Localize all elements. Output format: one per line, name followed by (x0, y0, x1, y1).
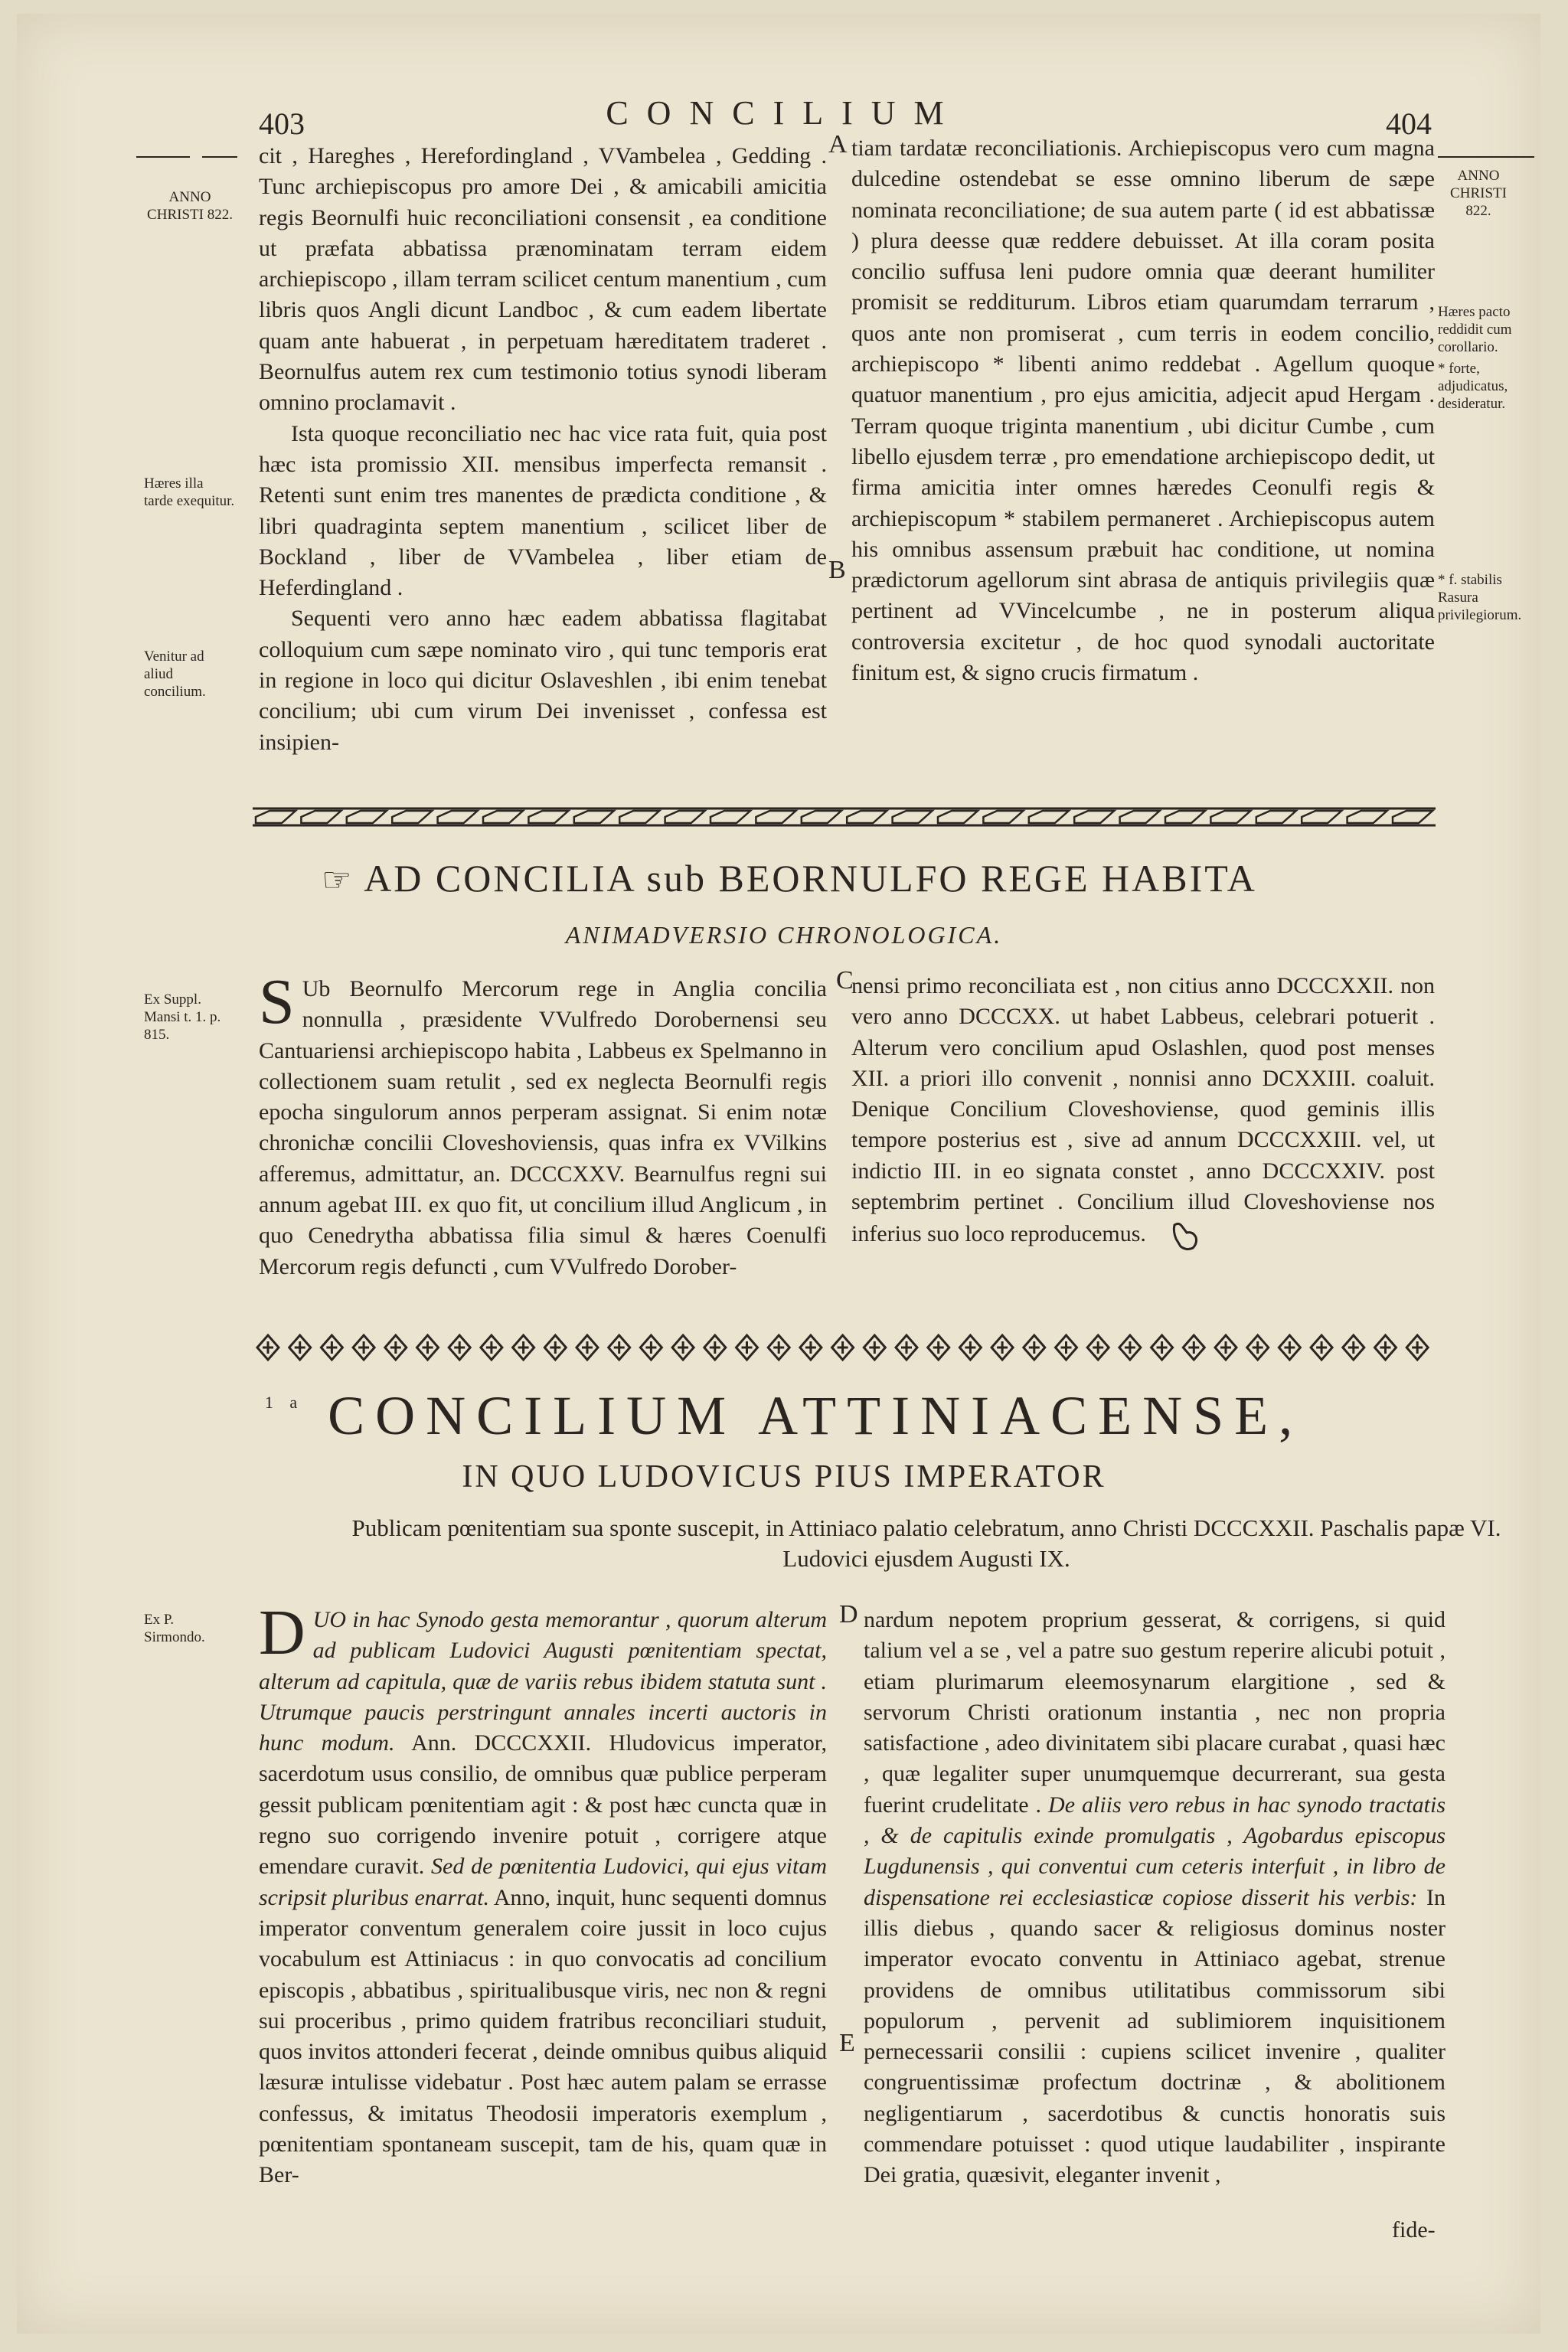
ornament-lozenge (1210, 811, 1250, 823)
ornament-lozenge (1393, 811, 1432, 823)
ornament-fleuron (1279, 1335, 1300, 1360)
ornament-fleuron (1247, 1335, 1269, 1360)
section-subtitle-animadversio: ANIMADVERSIO CHRONOLOGICA. (565, 921, 1003, 949)
pointing-hand-icon: ☞ (322, 861, 354, 899)
catchword: fide- (1392, 2217, 1436, 2243)
dropcap-s: S (259, 966, 295, 1037)
section-title-beornulfo (322, 856, 1257, 900)
section3-column-left (259, 1597, 828, 2191)
title-text: CONCILIUM ATTINIACENSE, (328, 1385, 1304, 1446)
pointing-hand-icon-2 (1167, 1217, 1204, 1254)
ornament-lozenge (256, 811, 296, 823)
ornament-fleuron (800, 1335, 822, 1360)
ornament-lozenge (710, 811, 750, 823)
ornament-lozenge (1074, 811, 1114, 823)
letter-marker-a: A (828, 130, 848, 158)
section-title-text: AD CONCILIA sub BEORNULFO REGE HABITA (364, 857, 1257, 900)
margin-haeres-pacto: Hæres pacto reddidit cum corollario. (1438, 304, 1512, 355)
top-column-right (851, 133, 1435, 688)
ornament-fleuron (544, 1335, 566, 1360)
margin-anno-left: ANNO CHRISTI 822. (147, 189, 233, 223)
s3-left-roman-1: Ann. DCCCXXII. Hludovicus imperator, sacerdotum usus consilio, de omnibus quæ publice perperam gessit publicam pœnitentiam agit : & post hæc cuncta quæ in regno suo corrigendo invenire potuit , corrigere atque emendare curavit. (259, 1730, 827, 1880)
ornament-fleuron (321, 1335, 342, 1360)
section2-column-left (259, 966, 827, 1282)
ornament-fleuron (513, 1335, 534, 1360)
ornament-fleuron (959, 1335, 981, 1360)
ornament-fleuron (1343, 1335, 1364, 1360)
ornament-lozenge (347, 811, 387, 823)
ornament-fleuron (577, 1335, 598, 1360)
ornament-fleuron (1087, 1335, 1109, 1360)
ornament-fleuron (417, 1335, 439, 1360)
ornament-fleuron (1056, 1335, 1077, 1360)
ornament-lozenge (665, 811, 705, 823)
ornament-fleuron (257, 1335, 279, 1360)
concilium-attiniacense-title (0, 1384, 1568, 1448)
ornament-lozenge (1302, 811, 1341, 823)
top-left-para-3: Sequenti vero anno hæc eadem abbatissa flagitabat colloquium cum sæpe nominato viro , qui tunc temporis erat in regione in loco qui dicitur Oslaveshlen , ibi enim tenebat concilium; ubi cum virum Dei invenisset , confessa est insipien- (259, 606, 827, 755)
ornament-fleuron (1119, 1335, 1141, 1360)
top-right-para: tiam tardatæ reconciliationis. Archiepiscopus vero cum magna dulcedine ostendebat se esse omnino liberum de sæpe nominata reconciliatione; de sua autem parte ( id est abbatissæ ) plura deesse quæ reddere debuisset. At illa coram posita concilio suffusa leni pudore omnia quæ deerant humiliter promisit se redditurum. Libros etiam quarumdam terrarum , quos ante non promiserat , cum terris in eodem concilio, archiepiscopo * libenti animo reddebat . Agellum quoque quatuor manentium , pro ejus amicitia, adjecit apud Hergam . Terram quoque triginta manentium , ubi dicitur Cumbe , cum libello ejusdem terræ , pro emendatione archiepiscopo dedit, ut firma amicitia inter omnes hæredes Ceonulfi regis & archiepiscopum * stabilem permaneret . Archiepiscopus autem his omnibus assensum præbuit hac conditione, ut nomina prædictorum agellorum sint abrasa de antiquis privilegiis quæ pertinent ad VVincelcumbe , ne in posterum aliqua controversia excitetur , de hoc quod synodali auctoritate finitum est, & signo crucis firmatum . (851, 136, 1435, 686)
section2-left-text: Ub Beornulfo Mercorum rege in Anglia concilia nonnulla , præsidente VVulfredo Dorobernensi seu Cantuariensi archiepiscopo habita , Labbeus ex Spelmanno in collectionem suam retulit , sed ex neglecta Beornulfi regis epocha singulorum annos perperam assignat. Si enim notæ chronichæ concilii Cloveshoviensis, quas infra ex VVilkins afferemus, admittatur, an. DCCCXXV. Bearnulfus regni sui annum agebat III. ex quo fit, ut concilium illud Anglicum , in quo Cenedrytha abbatissa filia simul & hæres Coenulfi Mercorum regis defuncti , cum VVulfredo Dorober- (259, 976, 827, 1279)
page-number-right: 404 (1386, 106, 1432, 141)
section3-column-right (864, 1605, 1446, 2191)
ornament-lozenge (938, 811, 978, 823)
margin-rule-left-a (136, 156, 190, 158)
margin-ex-sirmondo: Ex P. Sirmondo. (144, 1612, 205, 1645)
margin-anno-right: ANNO CHRISTI 822. (1450, 168, 1507, 219)
ornament-fleuron (928, 1335, 949, 1360)
ornament-lozenge (301, 811, 341, 823)
title-number: 1 a (264, 1393, 304, 1412)
ornament-lozenge (1348, 811, 1387, 823)
s3-right-roman-2: In illis diebus , quando sacer & religiosus dominus noster imperator evocato conventu in Attiniaco agebat, strenue providens de omnibus utilitatibus commissorum sibi populorum , pervenit ad sublimiorem inquisitionem pernecessarii consilii : cupiens scilicet invenire , qualiter congruentissimæ profectum doctrinæ , & abolitionem negligentiarum , sacerdotibus & cunctis honoratis suis commendare potuisset : quod utique laudabiliter , inspirante Dei gratia, quæsivit, eleganter invenit , (864, 1884, 1446, 2188)
dropcap-d: D (259, 1597, 305, 1668)
ornament-lozenge (802, 811, 841, 823)
margin-rule-right (1438, 156, 1534, 158)
ornament-lozenge (1256, 811, 1296, 823)
ornament-fleuron (1406, 1335, 1428, 1360)
ornament-fleuron (289, 1335, 311, 1360)
s3-left-italic-2: Sed de pœnitentia Ludovici, qui ejus vitam scripsit pluribus enarrat. (259, 1854, 828, 1910)
s3-right-roman-1: nardum nepotem proprium gesserat, & corrigens, si quid talium vel a se , vel a patre suo gestum reperire alicubi potuit , etiam plurimarum eleemosynarum elargitione , sed & servorum Christi orationum instantia , nec non propria satisfactione , adeo divinitatem sibi placare curabat , quasi hæc , quæ legaliter super unumquemque decurrerant, sua gesta fuerint crudelitate . (864, 1607, 1446, 1818)
ornament-lozenge (483, 811, 523, 823)
letter-marker-c: C (836, 966, 854, 995)
s3-left-italic-1: UO in hac Synodo gesta memorantur , quorum alterum ad publicam Ludovici Augusti pœnitentiam spectat, alterum ad capitula, quæ de variis rebus ibidem statuta sunt . Utrumque paucis perstringunt annales incerti auctoris in hunc modum. (259, 1607, 827, 1756)
letter-marker-e: E (839, 2029, 855, 2057)
s3-right-italic: De aliis vero rebus in hac synodo tractatis , & de capitulis exinde promulgatis , Agobardus episcopus Lugdunensis , qui conventui cum ceteris interfuit , in libro de dispensatione rei ecclesiasticæ copiose disserit his verbis: (864, 1792, 1446, 1910)
ornament-fleuron (768, 1335, 789, 1360)
ornament-fleuron (1311, 1335, 1332, 1360)
ornament-fleuron (864, 1335, 885, 1360)
ornament-lozenge (983, 811, 1023, 823)
ornament-lozenge (528, 811, 568, 823)
ornamental-band-1 (253, 804, 1436, 830)
ornament-fleuron (481, 1335, 502, 1360)
ornament-fleuron (609, 1335, 630, 1360)
ornament-fleuron (353, 1335, 374, 1360)
ornament-lozenge (1029, 811, 1069, 823)
top-column-left (259, 141, 827, 758)
top-left-para-2: Ista quoque reconciliatio nec hac vice rata fuit, quia post hæc ista promissio XII. mensibus imperfecta remansit . Retenti sunt enim tres manentes de prædicta conditione , & libri quadraginta septem manentium , scilicet liber de Bockland , liber de VVambelea , liber etiam de Heferdingland . (259, 420, 827, 601)
ornament-fleuron (896, 1335, 917, 1360)
margin-stabilis: * f. stabilis Rasura privilegiorum. (1438, 572, 1522, 623)
ornament-fleuron (1152, 1335, 1173, 1360)
ornament-fleuron (832, 1335, 854, 1360)
ornament-fleuron (640, 1335, 662, 1360)
ornament-lozenge (1120, 811, 1160, 823)
margin-haeres-illa: Hæres illa tarde exequitur. (144, 475, 235, 509)
ornament-lozenge (574, 811, 614, 823)
ornament-lozenge (438, 811, 478, 823)
ornament-fleuron (449, 1335, 470, 1360)
ornament-lozenge (619, 811, 659, 823)
margin-venitur: Venitur ad aliud concilium. (144, 648, 206, 700)
ornamental-band-2 (253, 1332, 1436, 1363)
ornament-fleuron (1024, 1335, 1045, 1360)
letter-marker-b: B (828, 556, 846, 584)
page-number-left: 403 (259, 106, 305, 141)
ornament-fleuron (1183, 1335, 1204, 1360)
ornament-fleuron (704, 1335, 726, 1360)
ornament-lozenge (847, 811, 887, 823)
section2-column-right (851, 971, 1435, 1254)
ornament-fleuron (672, 1335, 694, 1360)
ornament-lozenge (893, 811, 933, 823)
letter-marker-d: D (839, 1600, 858, 1628)
section2-right-text: nensi primo reconciliata est , non citius anno DCCCXXII. non vero anno DCCCXX. ut habet Labbeus, celebrari potuerit . Alterum vero concilium apud Oslashlen, quod post menses XII. a priori illo convenit , nonnisi anno DCXXIII. coaluit. Denique Concilium Cloveshoviense, quod geminis illis tempore posterius est , sive ad annum DCCCXXIII. vel, ut indictio III. in eo signata constet , anno DCCCXXIV. post septembrim pertinet . Concilium illud Cloveshoviense nos inferius suo loco reproducemus. (851, 973, 1435, 1247)
margin-forte: * forte, adjudicatus, desideratur. (1438, 361, 1508, 412)
margin-rule-left-b (202, 156, 237, 158)
margin-ex-suppl: Ex Suppl. Mansi t. 1. p. 815. (144, 991, 221, 1043)
top-left-para-1: cit , Hareghes , Herefordingland , VVambelea , Gedding . Tunc archiepiscopus pro amore Dei , & amicabili amicitia regis Beornulfi huic reconciliationi consensit , ea conditione ut præfata abbatissa prænominatam terram eidem archiepiscopo , illam terram scilicet centum manentium , cum libris quos Angli dicunt Landboc , & cum eadem libertate quam ante habuerat , in perpetuam hæreditatem traderet . Beornulfus autem rex cum testimonio totius synodi liberam omnino proclamavit . (259, 143, 827, 416)
ornament-lozenge (756, 811, 795, 823)
ornament-fleuron (1375, 1335, 1396, 1360)
ornament-lozenge (392, 811, 432, 823)
ornament-fleuron (991, 1335, 1013, 1360)
ornament-fleuron (385, 1335, 407, 1360)
s3-left-roman-2: Anno, inquit, hunc sequenti domnus imperator conventum generalem coire jussit in loco cujus vocabulum est Attiniacus : in quo convocatis ad concilium episcopis , abbatibus , spiritualibusque viris, nec non & regni sui proceribus , primo quidem fratribus reconciliari studuit, quos invitos attonderi fecerat , deinde omnibus quibus aliquid læsuræ intulisse videbatur . Post hæc autem palam se errasse confessus, & imitatus Theodosii imperatoris exemplum , pœnitentiam spontaneam suscepit, tam de his, quam quæ in Ber- (259, 1884, 827, 2188)
publicam-paragraph: Publicam pœnitentiam sua sponte suscepit, in Attiniaco palatio celebratum, anno Christi DCCCXXII. Paschalis papæ VI. Ludovici ejusdem Augusti IX. (351, 1514, 1501, 1572)
ornament-fleuron (737, 1335, 758, 1360)
running-title: CONCILIUM (606, 94, 962, 132)
ornament-fleuron (1215, 1335, 1236, 1360)
ornament-lozenge (1165, 811, 1205, 823)
ludovicus-subtitle: IN QUO LUDOVICUS PIUS IMPERATOR (462, 1459, 1106, 1494)
